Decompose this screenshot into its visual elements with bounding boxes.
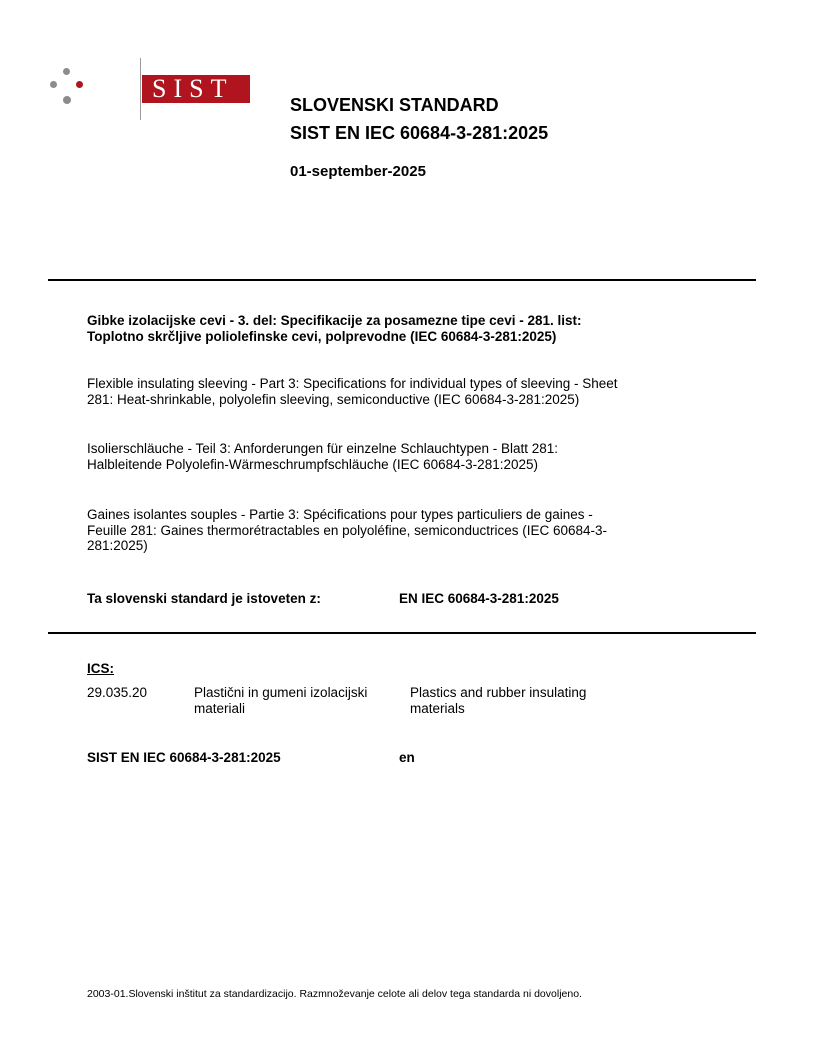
bottom-divider: [48, 632, 756, 634]
ics-label: ICS:: [87, 661, 114, 676]
ics-description-english: [410, 685, 586, 716]
ics-sl-line: materiali: [194, 700, 246, 716]
logo-divider: [140, 58, 141, 120]
title-french-line: Gaines isolantes souples - Partie 3: Spécifications pour types particuliers de gaines -: [87, 507, 593, 522]
top-divider: [48, 279, 756, 281]
logo-dot-icon: [50, 81, 57, 88]
copyright-footer: 2003-01.Slovenski inštitut za standardizacijo. Razmnoževanje celote ali delov tega standarda ni dovoljeno.: [87, 988, 582, 1000]
standard-number-title: SIST EN IEC 60684-3-281:2025: [290, 123, 549, 143]
reference-code: SIST EN IEC 60684-3-281:2025: [87, 750, 281, 765]
ics-description-slovenian: [194, 685, 367, 716]
title-french-line: Feuille 281: Gaines thermorétractables en polyoléfine, semiconductrices (IEC 60684-3-: [87, 522, 608, 538]
title-german: [87, 441, 747, 472]
title-english: [87, 376, 747, 407]
title-german-line: Halbleitende Polyolefin-Wärmeschrumpfschläuche (IEC 60684-3-281:2025): [87, 456, 538, 472]
title-slovenian-line: Toplotno skrčljive poliolefinske cevi, polprevodne (IEC 60684-3-281:2025): [87, 328, 557, 344]
title-english-line: Flexible insulating sleeving - Part 3: Specifications for individual types of sleeving - Sheet: [87, 376, 618, 391]
ics-sl-line: Plastični in gumeni izolacijski: [194, 685, 368, 700]
title-french-line: 281:2025): [87, 538, 148, 553]
title-french: [87, 507, 747, 554]
reference-language: en: [399, 750, 415, 765]
title-slovenian-line: Gibke izolacijske cevi - 3. del: Specifikacije za posamezne tipe cevi - 281. list:: [87, 313, 582, 328]
logo-dot-red-icon: [76, 81, 83, 88]
identical-label: Ta slovenski standard je istoveten z:: [87, 591, 321, 606]
publication-date: 01-september-2025: [290, 163, 426, 180]
title-german-line: Isolierschläuche - Teil 3: Anforderungen für einzelne Schlauchtypen - Blatt 281:: [87, 441, 559, 456]
ics-en-line: materials: [410, 700, 465, 716]
title-english-line: 281: Heat-shrinkable, polyolefin sleeving, semiconductive (IEC 60684-3-281:2025): [87, 391, 580, 407]
document-type-title: SLOVENSKI STANDARD: [290, 95, 499, 115]
identical-value: EN IEC 60684-3-281:2025: [399, 591, 559, 606]
sist-logo: [46, 58, 234, 120]
logo-dot-icon: [63, 96, 71, 104]
logo-wordmark: SIST: [142, 75, 250, 103]
title-slovenian: [87, 313, 747, 344]
logo-dot-icon: [63, 68, 70, 75]
ics-en-line: Plastics and rubber insulating: [410, 685, 587, 700]
ics-code: 29.035.20: [87, 685, 148, 700]
